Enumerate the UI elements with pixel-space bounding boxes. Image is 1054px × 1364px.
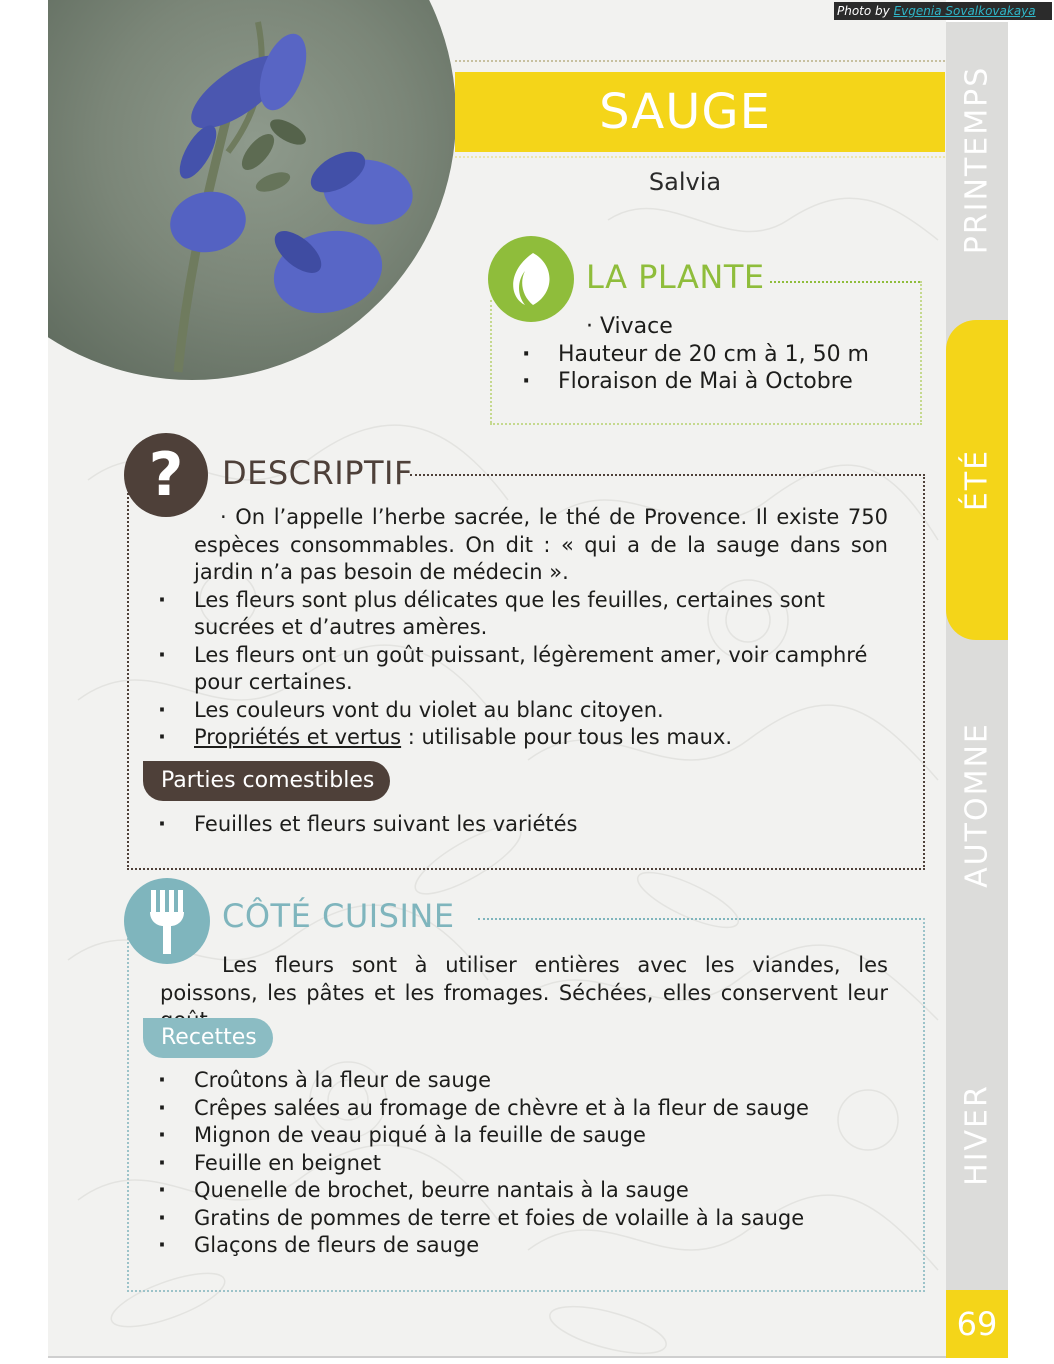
edible-parts-list — [158, 811, 888, 839]
edible-parts-label: Parties comestibles — [143, 761, 390, 801]
season-tab-spring[interactable] — [947, 40, 1007, 280]
plant-box-left — [490, 300, 492, 423]
credit-prefix: Photo by — [837, 4, 890, 18]
photo-credit — [834, 2, 1052, 20]
recipes-list — [158, 1067, 888, 1260]
descriptif-heading-dots — [410, 474, 921, 476]
season-tab-autumn[interactable] — [947, 690, 1007, 920]
plant-heading: LA PLANTE — [586, 258, 765, 296]
credit-author-link[interactable]: Evgenia Sovalkovakaya — [893, 4, 1036, 18]
descriptif-item: · Les couleurs vont du violet au blanc citoyen. — [158, 697, 888, 725]
descriptif-properties — [158, 724, 888, 752]
page-number: 69 — [946, 1290, 1008, 1358]
leaf-icon — [488, 236, 574, 322]
question-mark-icon: ? — [124, 433, 208, 517]
plant-item-height: · Hauteur de 20 cm à 1, 50 m — [522, 341, 912, 369]
descriptif-item: · Les fleurs sont plus délicates que les feuilles, certaines sont sucrées et d’autres amères. — [158, 587, 888, 642]
plant-list — [522, 313, 912, 396]
cuisine-heading: CÔTÉ CUISINE — [222, 897, 455, 935]
recipe-item: · Glaçons de fleurs de sauge — [158, 1232, 888, 1260]
properties-text: : utilisable pour tous les maux. — [401, 725, 733, 749]
season-tab-winter[interactable] — [947, 1060, 1007, 1210]
cuisine-intro: Les fleurs sont à utiliser entières avec les viandes, les poissons, les pâtes et les fromages. Séchées, elles conservent leur — [160, 953, 888, 1005]
season-tab-summer[interactable] — [947, 400, 1007, 560]
recipe-item: · Croûtons à la fleur de sauge — [158, 1067, 888, 1095]
plant-heading-dots — [770, 281, 920, 283]
season-label-autumn: AUTOMNE — [959, 722, 995, 888]
season-label-summer: ÉTÉ — [959, 448, 995, 512]
recipe-item: · Feuille en beignet — [158, 1150, 888, 1178]
recipe-item: · Mignon de veau piqué à la feuille de sauge — [158, 1122, 888, 1150]
bottom-rule — [48, 1356, 1008, 1358]
recipe-item: · Quenelle de brochet, beurre nantais à la sauge — [158, 1177, 888, 1205]
properties-link[interactable]: Propriétés et vertus — [194, 725, 402, 749]
title-bottom-dots — [455, 156, 945, 158]
recipes-label: Recettes — [143, 1018, 273, 1058]
cuisine-heading-dots — [478, 918, 921, 920]
descriptif-intro: · On l’appelle l’herbe sacrée, le thé de Provence. Il existe 750 espèces consommables. On dit : « qui a de la sauge dans son jardin n’a pas besoin de médecin ». — [194, 505, 888, 584]
season-label-winter: HIVER — [959, 1084, 995, 1186]
plant-item-flowering: · Floraison de Mai à Octobre — [522, 368, 912, 396]
edible-item: · Feuilles et fleurs suivant les variétés — [158, 811, 888, 839]
latin-name: Salvia — [648, 168, 722, 196]
page-title: SAUGE — [599, 84, 771, 140]
descriptif-item: · Les fleurs ont un goût puissant, légèrement amer, voir camphré pour certaines. — [158, 642, 888, 697]
recipe-item: · Crêpes salées au fromage de chèvre et à la fleur de sauge — [158, 1095, 888, 1123]
recipe-item: · Gratins de pommes de terre et foies de volaille à la sauge — [158, 1205, 888, 1233]
plant-item-perennial: · Vivace — [586, 314, 673, 339]
descriptif-heading: DESCRIPTIF — [222, 454, 413, 492]
descriptif-text — [158, 504, 888, 752]
season-label-spring: PRINTEMPS — [959, 65, 995, 255]
title-top-dots — [455, 60, 945, 62]
